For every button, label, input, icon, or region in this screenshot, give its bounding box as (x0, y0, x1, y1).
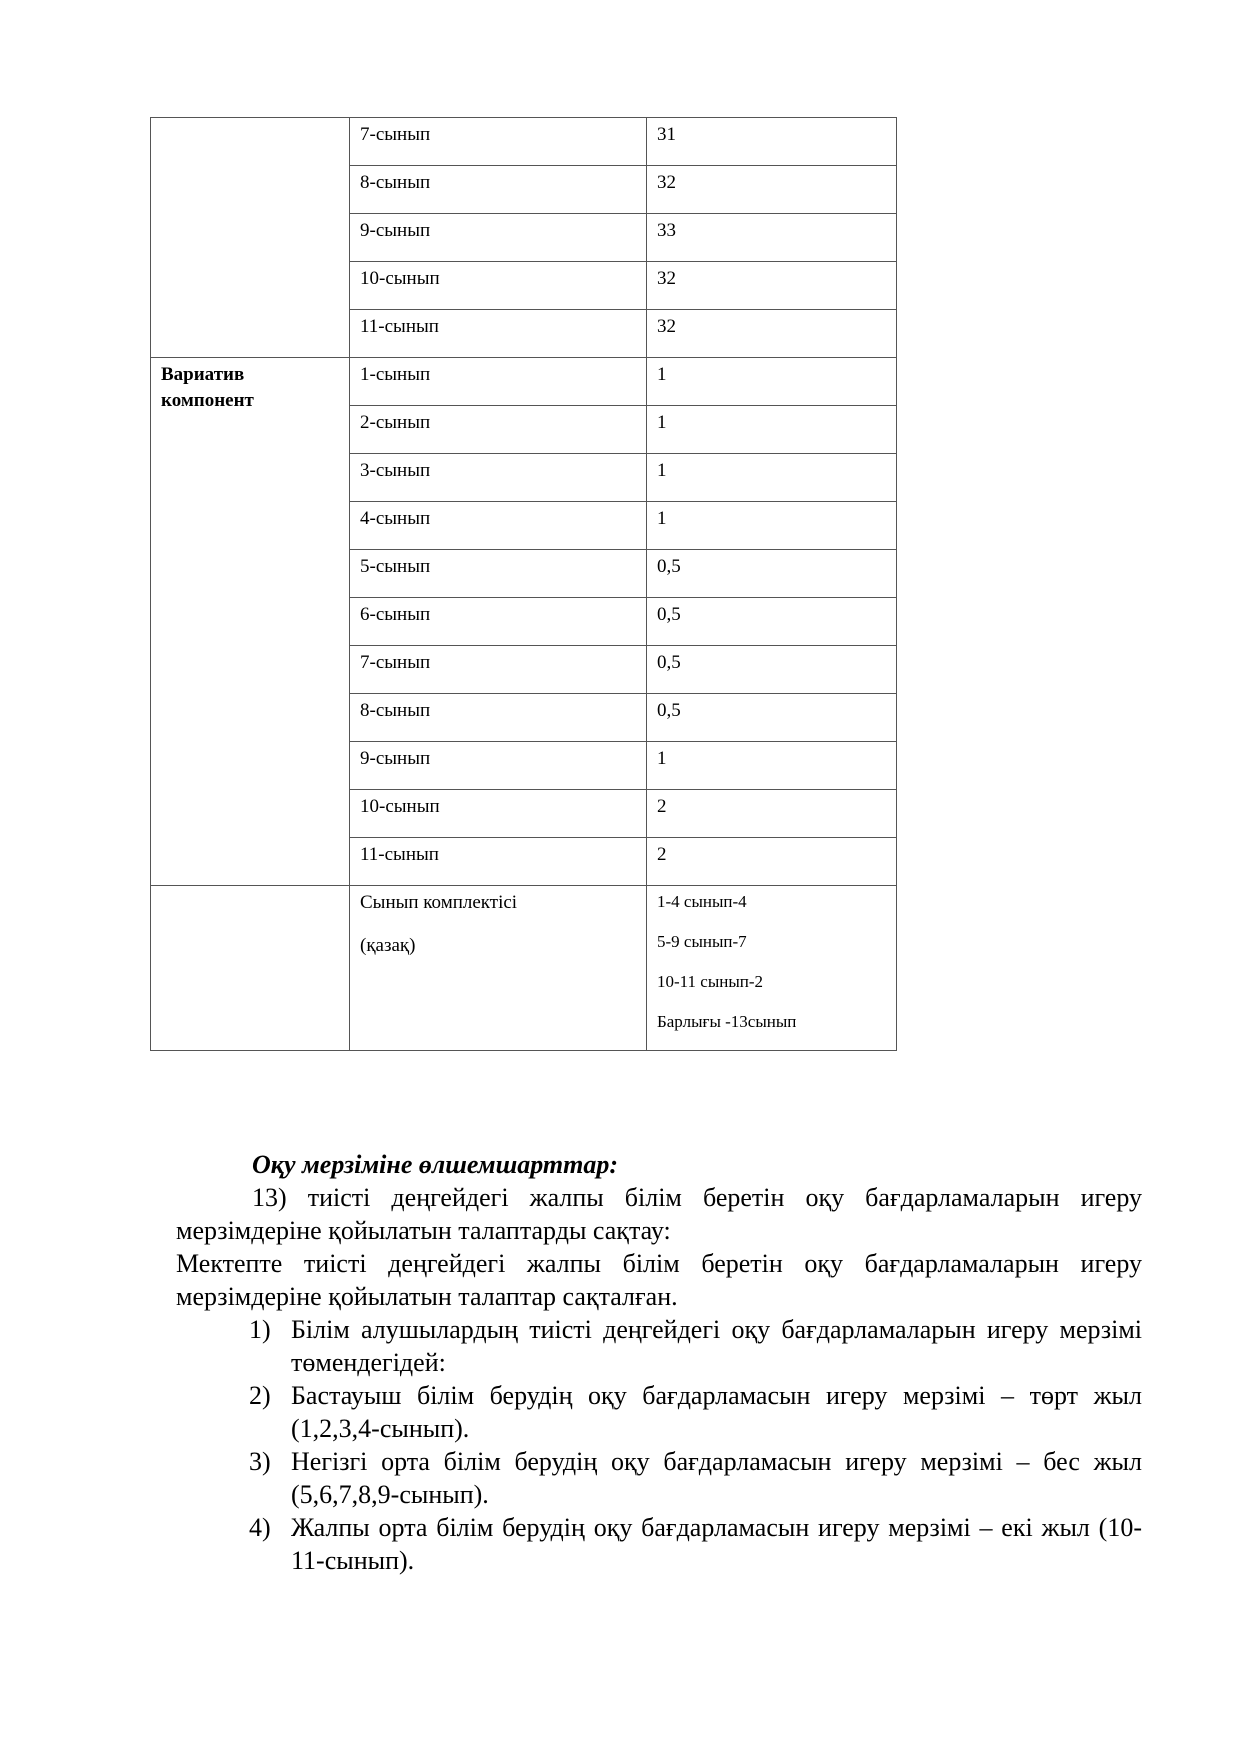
value-cell: 32 (647, 166, 897, 214)
class-complect-label (350, 886, 647, 1051)
group-label-line: Вариатив (161, 364, 245, 385)
text-block (176, 1148, 1142, 1577)
table-row (151, 886, 897, 1051)
value-cell: 2 (647, 790, 897, 838)
complect-value-line: Барлығы -13сынып (657, 1012, 797, 1031)
value-cell: 1 (647, 502, 897, 550)
table-row (151, 358, 897, 406)
list-item (176, 1379, 1142, 1445)
complect-label-line: Сынып комплектісі (360, 892, 518, 913)
value-cell: 1 (647, 454, 897, 502)
complect-value-line: 5-9 сынып-7 (657, 932, 747, 951)
list-item (176, 1511, 1142, 1577)
list-text: Жалпы орта білім берудің оқу бағдарламасын игеру мерзімі – екі жыл (10-11-сынып). (291, 1513, 1142, 1575)
list-number: 4) (249, 1513, 271, 1542)
class-cell: 11-сынып (350, 838, 647, 886)
value-cell: 0,5 (647, 598, 897, 646)
class-cell: 4-сынып (350, 502, 647, 550)
group-label-line: компонент (161, 390, 254, 411)
complect-value-line: 1-4 сынып-4 (657, 892, 747, 911)
class-cell: 7-сынып (350, 646, 647, 694)
class-cell: 6-сынып (350, 598, 647, 646)
value-cell: 2 (647, 838, 897, 886)
value-cell: 32 (647, 262, 897, 310)
class-complect-values (647, 886, 897, 1051)
list-text: Білім алушылардың тиісті деңгейдегі оқу бағдарламаларын игеру мерзімі төмендегідей: (291, 1315, 1142, 1377)
class-cell: 10-сынып (350, 790, 647, 838)
class-cell: 7-сынып (350, 118, 647, 166)
value-cell: 1 (647, 358, 897, 406)
list-item (176, 1313, 1142, 1379)
paragraph: Мектепте тиісті деңгейдегі жалпы білім беретін оқу бағдарламаларын игеру мерзімдеріне қойылатын талаптар сақталған. (176, 1249, 1142, 1311)
class-cell: 8-сынып (350, 694, 647, 742)
group-cell-empty (151, 118, 350, 358)
class-cell: 8-сынып (350, 166, 647, 214)
class-cell: 9-сынып (350, 214, 647, 262)
complect-value-line: 10-11 сынып-2 (657, 972, 764, 991)
list-text: Негізгі орта білім берудің оқу бағдарламасын игеру мерзімі – бес жыл (5,6,7,8,9-сынып). (291, 1447, 1142, 1509)
table-row (151, 118, 897, 166)
class-hours-table (150, 117, 897, 1051)
class-cell: 2-сынып (350, 406, 647, 454)
value-cell: 0,5 (647, 646, 897, 694)
value-cell: 1 (647, 406, 897, 454)
section-heading: Оқу мерзіміне өлшемшарттар: (252, 1150, 619, 1179)
value-cell: 0,5 (647, 694, 897, 742)
class-cell: 1-сынып (350, 358, 647, 406)
variative-component-label (151, 358, 350, 886)
value-cell: 1 (647, 742, 897, 790)
value-cell: 33 (647, 214, 897, 262)
class-cell: 5-сынып (350, 550, 647, 598)
class-cell: 10-сынып (350, 262, 647, 310)
value-cell: 31 (647, 118, 897, 166)
paragraph: 13) тиісті деңгейдегі жалпы білім беретін оқу бағдарламаларын игеру мерзімдеріне қойылатын талаптарды сақтау: (176, 1183, 1142, 1245)
value-cell: 0,5 (647, 550, 897, 598)
value-cell: 32 (647, 310, 897, 358)
list-number: 3) (249, 1447, 271, 1476)
class-cell: 11-сынып (350, 310, 647, 358)
list-number: 1) (249, 1315, 271, 1344)
list-item (176, 1445, 1142, 1511)
complect-label-line: (қазақ) (360, 935, 416, 956)
list-text: Бастауыш білім берудің оқу бағдарламасын игеру мерзімі – төрт жыл (1,2,3,4-сынып). (291, 1381, 1142, 1443)
group-cell-empty (151, 886, 350, 1051)
numbered-list (176, 1313, 1142, 1577)
class-cell: 3-сынып (350, 454, 647, 502)
class-cell: 9-сынып (350, 742, 647, 790)
list-number: 2) (249, 1381, 271, 1410)
